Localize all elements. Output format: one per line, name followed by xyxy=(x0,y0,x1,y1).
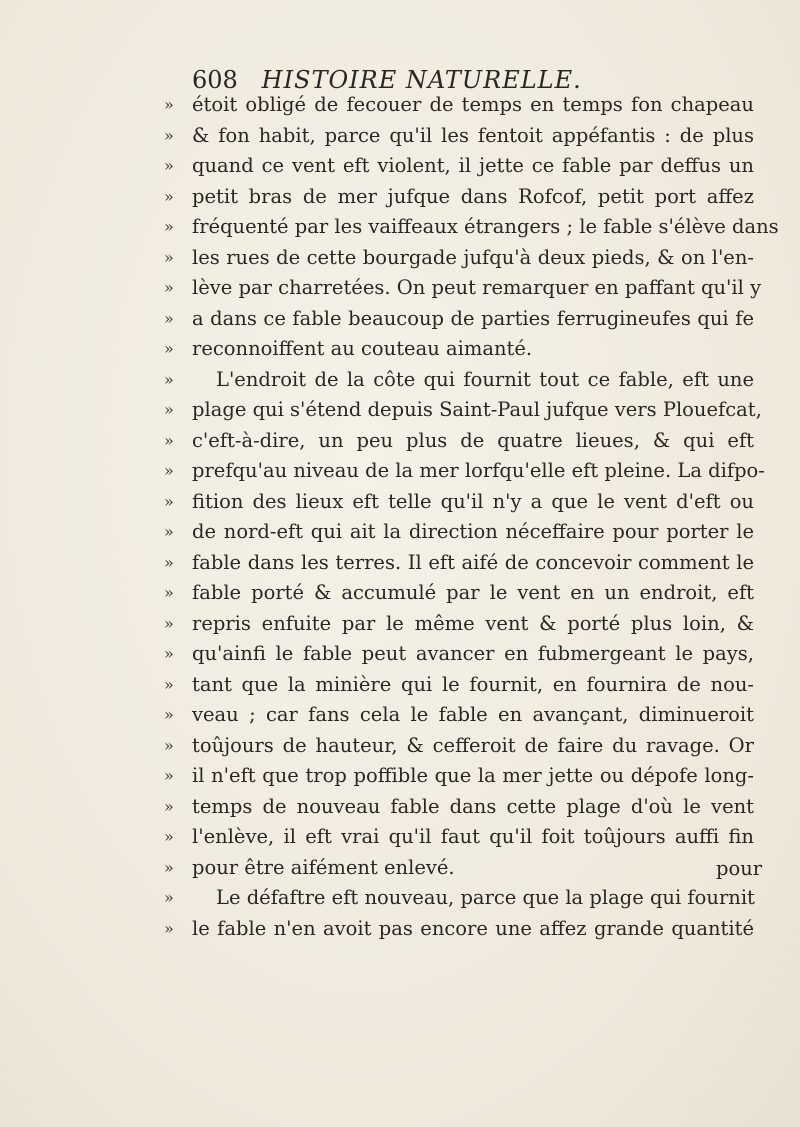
line-text: reconnoiffent au couteau aimanté. xyxy=(192,337,533,360)
text-line xyxy=(164,426,764,457)
quote-mark: » xyxy=(164,644,174,663)
quote-mark: » xyxy=(164,156,174,175)
text-line xyxy=(164,578,764,609)
quote-mark: » xyxy=(164,186,174,206)
quote-mark: » xyxy=(164,888,174,907)
text-line xyxy=(164,914,764,945)
line-text: le fable n'en avoit pas encore une affez grande quantité xyxy=(192,916,754,940)
line-text: Le défaftre eft nouveau, parce que la plage qui fournit xyxy=(216,886,755,909)
text-line xyxy=(164,639,764,670)
quote-mark: » xyxy=(164,583,174,602)
text-line xyxy=(164,456,764,487)
text-line xyxy=(164,853,764,884)
quote-mark: » xyxy=(164,308,174,328)
text-line xyxy=(164,792,764,823)
quote-mark: » xyxy=(164,674,174,694)
quote-mark: » xyxy=(164,339,174,358)
line-text: plage qui s'étend depuis Saint-Paul jufque vers Plouefcat, xyxy=(192,398,762,421)
quote-mark: » xyxy=(164,522,174,541)
quote-mark: » xyxy=(164,461,174,480)
text-line xyxy=(164,121,764,152)
line-text: prefqu'au niveau de la mer lorfqu'elle eft pleine. La difpo- xyxy=(192,459,765,482)
page-number: 608 xyxy=(192,66,238,94)
text-line xyxy=(164,883,764,914)
text-line xyxy=(164,273,764,304)
quote-mark: » xyxy=(164,217,174,236)
text-line xyxy=(164,548,764,579)
text-line xyxy=(164,334,764,365)
line-text: fition des lieux eft telle qu'il n'y a que le vent d'eft ou xyxy=(192,489,754,513)
quote-mark: » xyxy=(164,735,174,755)
line-text: étoit obligé de fecouer de temps en temps fon chapeau xyxy=(192,93,754,116)
text-line xyxy=(164,151,764,182)
line-text: de nord-eft qui ait la direction néceffaire pour porter le xyxy=(192,520,754,543)
quote-mark: » xyxy=(164,491,174,511)
line-text: l'enlève, il eft vrai qu'il faut qu'il foit toûjours auffi fin xyxy=(192,825,754,848)
quote-mark: » xyxy=(164,400,174,419)
body-text xyxy=(164,90,779,944)
text-line xyxy=(164,487,764,518)
quote-mark: » xyxy=(164,918,174,938)
text-line xyxy=(164,761,764,792)
line-text: L'endroit de la côte qui fournit tout ce fable, eft une xyxy=(216,367,754,391)
text-line xyxy=(164,700,764,731)
line-text: fable dans les terres. Il eft aifé de concevoir comment le xyxy=(192,550,754,574)
line-text: a dans ce fable beaucoup de parties ferrugineufes qui fe xyxy=(192,306,754,330)
running-title: HISTOIRE NATURELLE. xyxy=(261,66,582,94)
line-text: fréquenté par les vaiffeaux étrangers ; le fable s'élève dans xyxy=(192,215,779,238)
quote-mark: » xyxy=(164,430,174,450)
text-line xyxy=(164,304,764,335)
text-line xyxy=(164,243,764,274)
line-text: veau ; car fans cela le fable en avançant, diminueroit xyxy=(192,703,754,726)
text-line xyxy=(164,182,764,213)
line-text: repris enfuite par le même vent & porté plus loin, & xyxy=(192,611,754,635)
line-text: toûjours de hauteur, & cefferoit de faire du ravage. Or xyxy=(192,733,754,757)
quote-mark: » xyxy=(164,552,174,572)
line-text: tant que la minière qui le fournit, en fournira de nou- xyxy=(192,672,754,696)
text-line xyxy=(164,90,764,121)
line-text: c'eft-à-dire, un peu plus de quatre lieues, & qui eft xyxy=(192,428,754,452)
text-line xyxy=(164,670,764,701)
quote-mark: » xyxy=(164,247,174,267)
quote-mark: » xyxy=(164,796,174,816)
quote-mark: » xyxy=(164,95,174,114)
quote-mark: » xyxy=(164,125,174,145)
quote-mark: » xyxy=(164,857,174,877)
quote-mark: » xyxy=(164,705,174,724)
text-line xyxy=(164,517,764,548)
quote-mark: » xyxy=(164,766,174,785)
text-line xyxy=(164,212,779,243)
quote-mark: » xyxy=(164,369,174,389)
text-line xyxy=(164,395,764,426)
line-text: temps de nouveau fable dans cette plage d'où le vent xyxy=(192,794,754,818)
catchword: pour xyxy=(716,857,763,880)
line-text: & fon habit, parce qu'il les fentoit appéfantis : de plus xyxy=(192,123,754,147)
line-text: fable porté & accumulé par le vent en un endroit, eft xyxy=(192,581,754,604)
line-text: les rues de cette bourgade jufqu'à deux pieds, & on l'en- xyxy=(192,245,754,269)
line-text: pour être aifément enlevé. xyxy=(192,855,455,879)
line-text: qu'ainfi le fable peut avancer en fubmergeant le pays, xyxy=(192,642,754,665)
line-text: petit bras de mer jufque dans Rofcof, petit port affez xyxy=(192,184,754,208)
text-line xyxy=(164,609,764,640)
text-line xyxy=(164,731,764,762)
line-text: quand ce vent eft violent, il jette ce fable par deffus un xyxy=(192,154,754,177)
quote-mark: » xyxy=(164,613,174,633)
text-line xyxy=(164,365,764,396)
quote-mark: » xyxy=(164,278,174,297)
quote-mark: » xyxy=(164,827,174,846)
line-text: il n'eft que trop poffible que la mer jette ou dépofe long- xyxy=(192,764,754,787)
line-text: lève par charretées. On peut remarquer en paffant qu'il y xyxy=(192,276,762,299)
text-line xyxy=(164,822,764,853)
